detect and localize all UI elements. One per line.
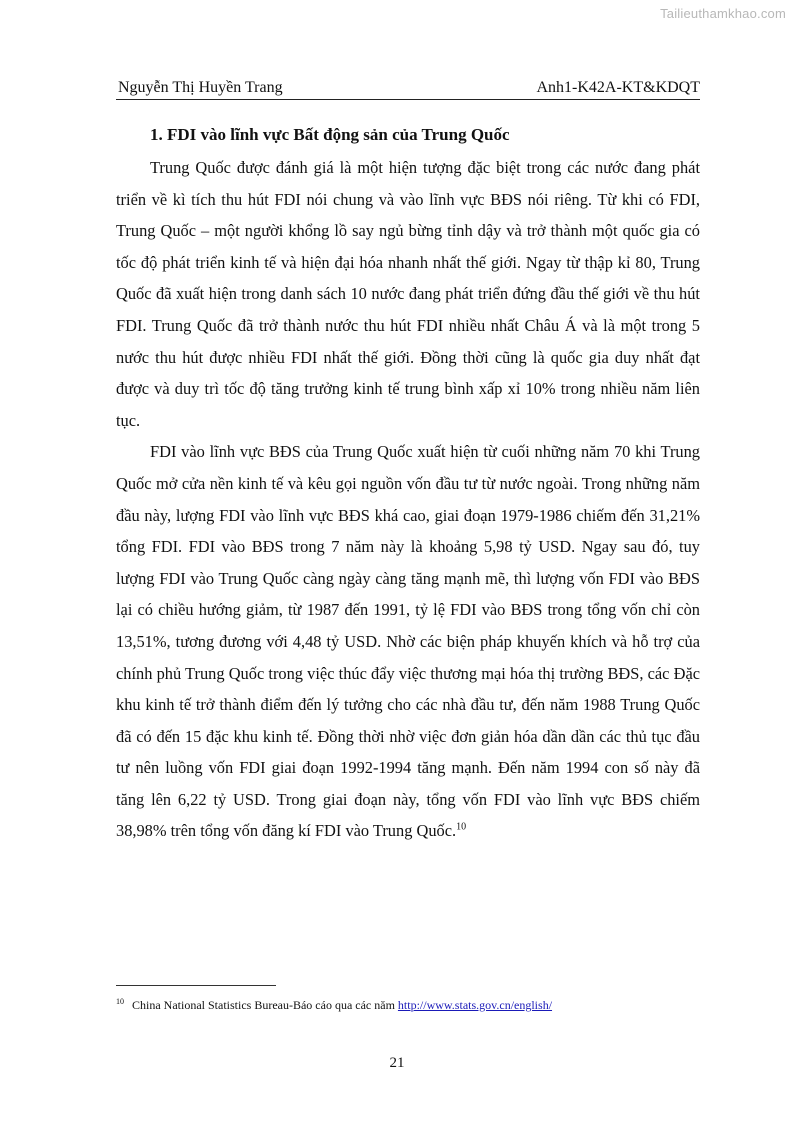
watermark: Tailieuthamkhao.com	[660, 6, 786, 21]
header-class-code: Anh1-K42A-KT&KDQT	[536, 79, 700, 96]
footnote-number: 10	[116, 997, 124, 1006]
footnote	[116, 994, 552, 1013]
paragraph-text: FDI vào lĩnh vực BĐS của Trung Quốc xuất hiện từ cuối những năm 70 khi Trung Quốc mở cửa nền kinh tế và kêu gọi nguồn vốn đầu tư từ nước ngoài. Trong những năm đầu này, lượng FDI vào lĩnh vực BĐS khá cao, giai đoạn 1979-1986 chiếm đến 31,21% tổng FDI. FDI vào BĐS trong 7 năm này là khoảng 5,98 tỷ USD. Ngay sau đó, tuy lượng FDI vào Trung Quốc càng ngày càng tăng mạnh mẽ, thì lượng vốn FDI vào BĐS lại có chiều hướng giảm, từ 1987 đến 1991, tỷ lệ FDI vào BĐS trong tổng vốn chỉ còn 13,51%, tương đương với 4,48 tỷ USD. Nhờ các biện pháp khuyến khích và hỗ trợ của chính phủ Trung Quốc trong việc thúc đẩy việc thương mại hóa thị trường BĐS, các Đặc khu kinh tế trở thành điểm đến lý tưởng cho các nhà đầu tư, đến năm 1988 Trung Quốc đã có đến 15 đặc khu kinh tế. Đồng thời nhờ việc đơn giản hóa dần dần các thủ tục đầu tư nên luồng vốn FDI giai đoạn 1992-1994 tăng mạnh. Đến năm 1994 con số này đã tăng lên 6,22 tỷ USD. Trong giai đoạn này, tổng vốn FDI vào lĩnh vực BĐS chiếm 38,98% trên tổng vốn đăng kí FDI vào Trung Quốc.	[116, 442, 700, 841]
paragraph: Trung Quốc được đánh giá là một hiện tượng đặc biệt trong các nước đang phát triển về kì tích thu hút FDI nói chung và vào lĩnh vực BĐS nói riêng. Từ khi có FDI, Trung Quốc – một người khổng lồ say ngủ bừng tỉnh dậy và trở thành một quốc gia có tốc độ phát triển kinh tế và hiện đại hóa nhanh nhất thế giới. Ngay từ thập kỉ 80, Trung Quốc đã xuất hiện trong danh sách 10 nước đang phát triển đứng đầu thế giới về thu hút FDI. Trung Quốc đã trở thành nước thu hút FDI nhiều nhất Châu Á và là một trong 5 nước thu hút được nhiều FDI nhất thế giới. Đồng thời cũng là quốc gia duy nhất đạt được và duy trì tốc độ tăng trưởng kinh tế trung bình xấp xỉ 10% trong nhiều năm liên tục.	[116, 158, 700, 430]
paragraph	[116, 436, 700, 847]
page-number: 21	[389, 1055, 405, 1071]
footnote-text: China National Statistics Bureau-Báo cáo qua các năm	[132, 998, 398, 1012]
footnote-divider	[116, 985, 276, 986]
header-divider	[116, 99, 700, 100]
body-text	[116, 152, 700, 847]
page-header	[118, 78, 700, 98]
footnote-reference: 10	[456, 822, 467, 833]
header-author: Nguyễn Thị Huyền Trang	[118, 79, 283, 96]
footnote-link[interactable]: http://www.stats.gov.cn/english/	[397, 998, 553, 1012]
section-title: 1. FDI vào lĩnh vực Bất động sản của Trung Quốc	[150, 125, 510, 144]
